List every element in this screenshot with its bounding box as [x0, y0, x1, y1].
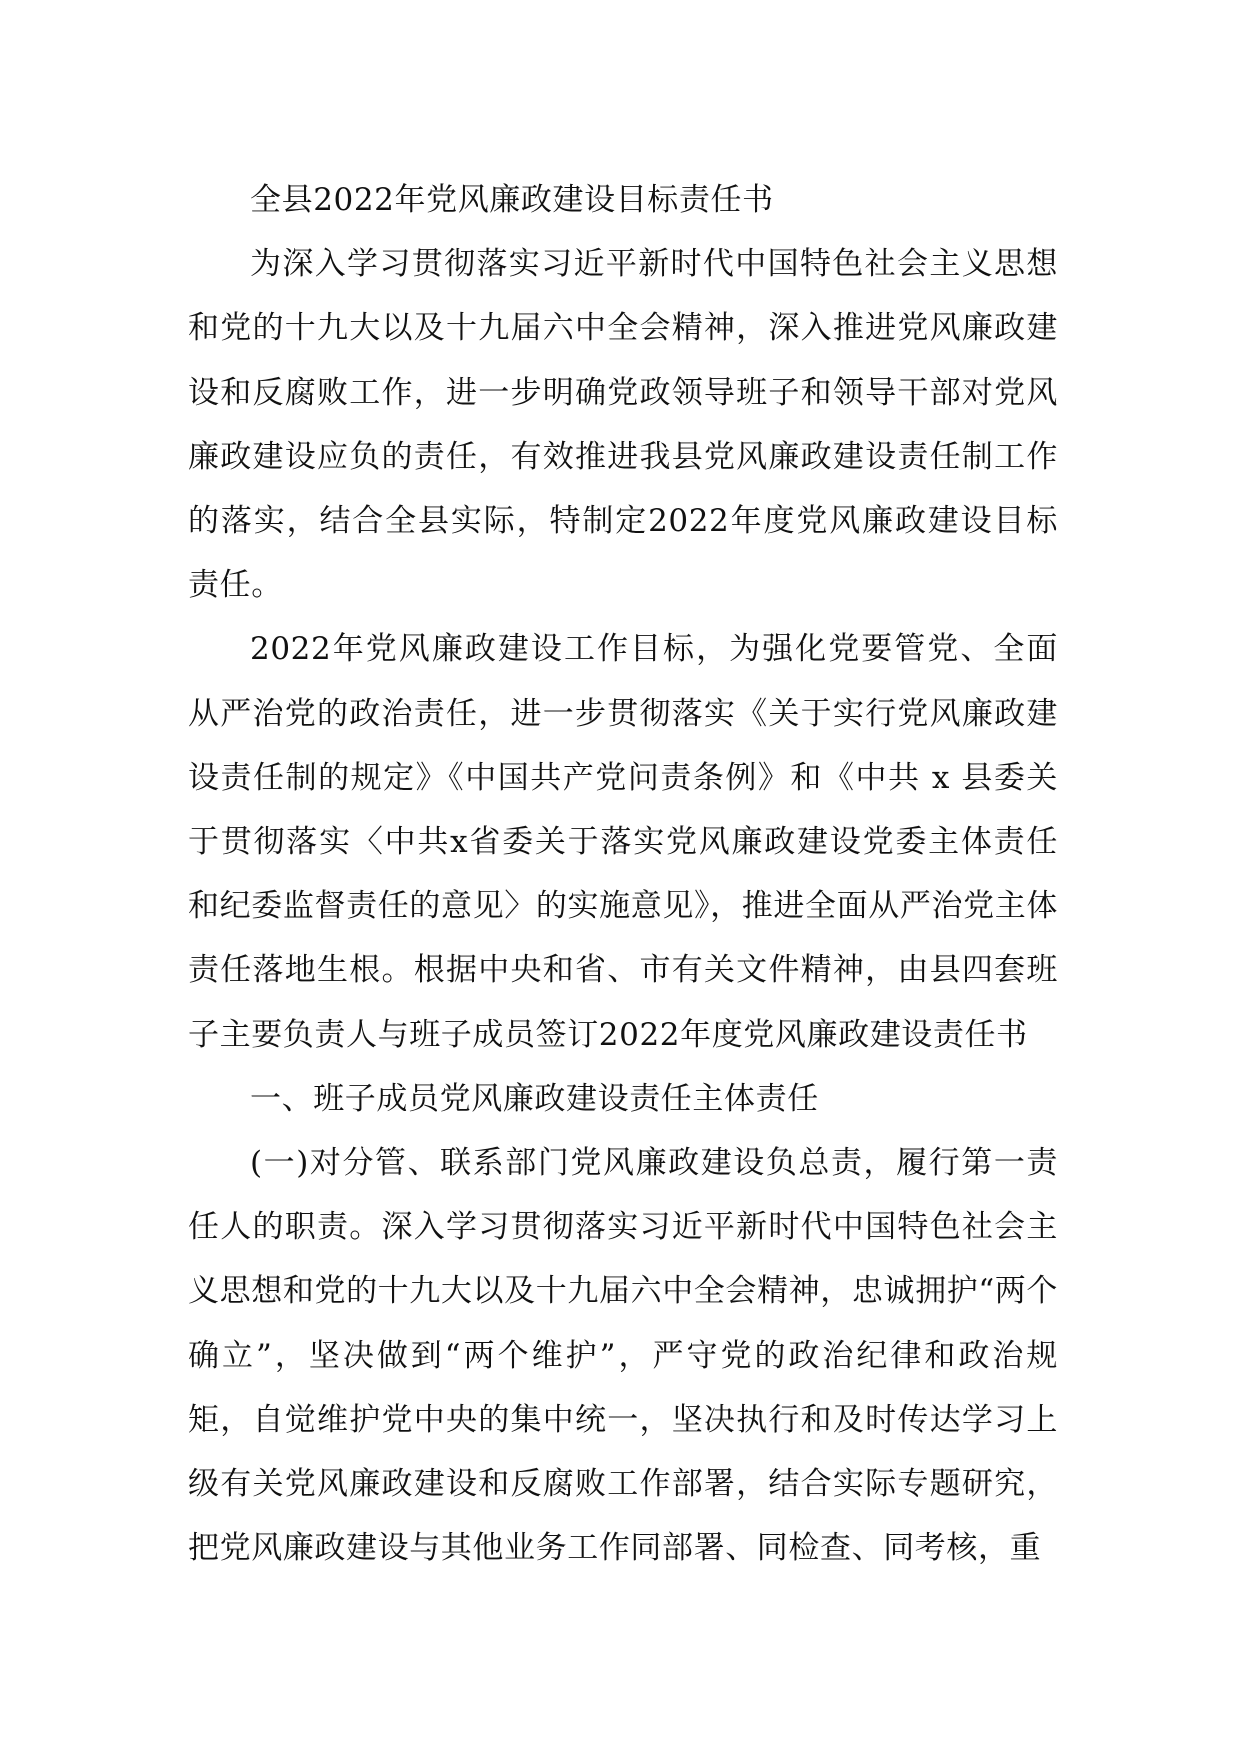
section-heading-1: 一、班子成员党风廉政建设责任主体责任	[250, 1080, 819, 1117]
document-body	[188, 168, 1058, 1580]
document-title: 全县2022年党风廉政建设目标责任书	[250, 182, 774, 218]
paragraph-intro: 为深入学习贯彻落实习近平新时代中国特色社会主义思想和党的十九大以及十九届六中全会精神，深入推进党风廉政建设和反腐败工作，进一步明确党政领导班子和领导干部对党风廉政建设应负的责任，有效推进我县党风廉政建设责任制工作的落实，结合全县实际，特制定2022年度党风廉政建设目标责任。	[188, 246, 1058, 604]
paragraph-item-1: (一)对分管、联系部门党风廉政建设负总责，履行第一责任人的职责。深入学习贯彻落实习近平新时代中国特色社会主义思想和党的十九大以及十九届六中全会精神，忠诚拥护“两个确立”，坚决做到“两个维护”，严守党的政治纪律和政治规矩，自觉维护党中央的集中统一，坚决执行和及时传达学习上级有关党风廉政建设和反腐败工作部署，结合实际专题研究，把党风廉政建设与其他业务工作同部署、同检查、同考核，重	[188, 1145, 1058, 1567]
paragraph-goals: 2022年党风廉政建设工作目标，为强化党要管党、全面从严治党的政治责任，进一步贯彻落实《关于实行党风廉政建设责任制的规定》《中国共产党问责条例》和《中共 x 县委关于贯彻落实〈中共x省委关于落实党风廉政建设党委主体责任和纪委监督责任的意见〉的实施意见》，推进全面从严治党主体责任落地生根。根据中央和省、市有关文件精神，由县四套班子主要负责人与班子成员签订2022年度党风廉政建设责任书	[188, 631, 1058, 1053]
